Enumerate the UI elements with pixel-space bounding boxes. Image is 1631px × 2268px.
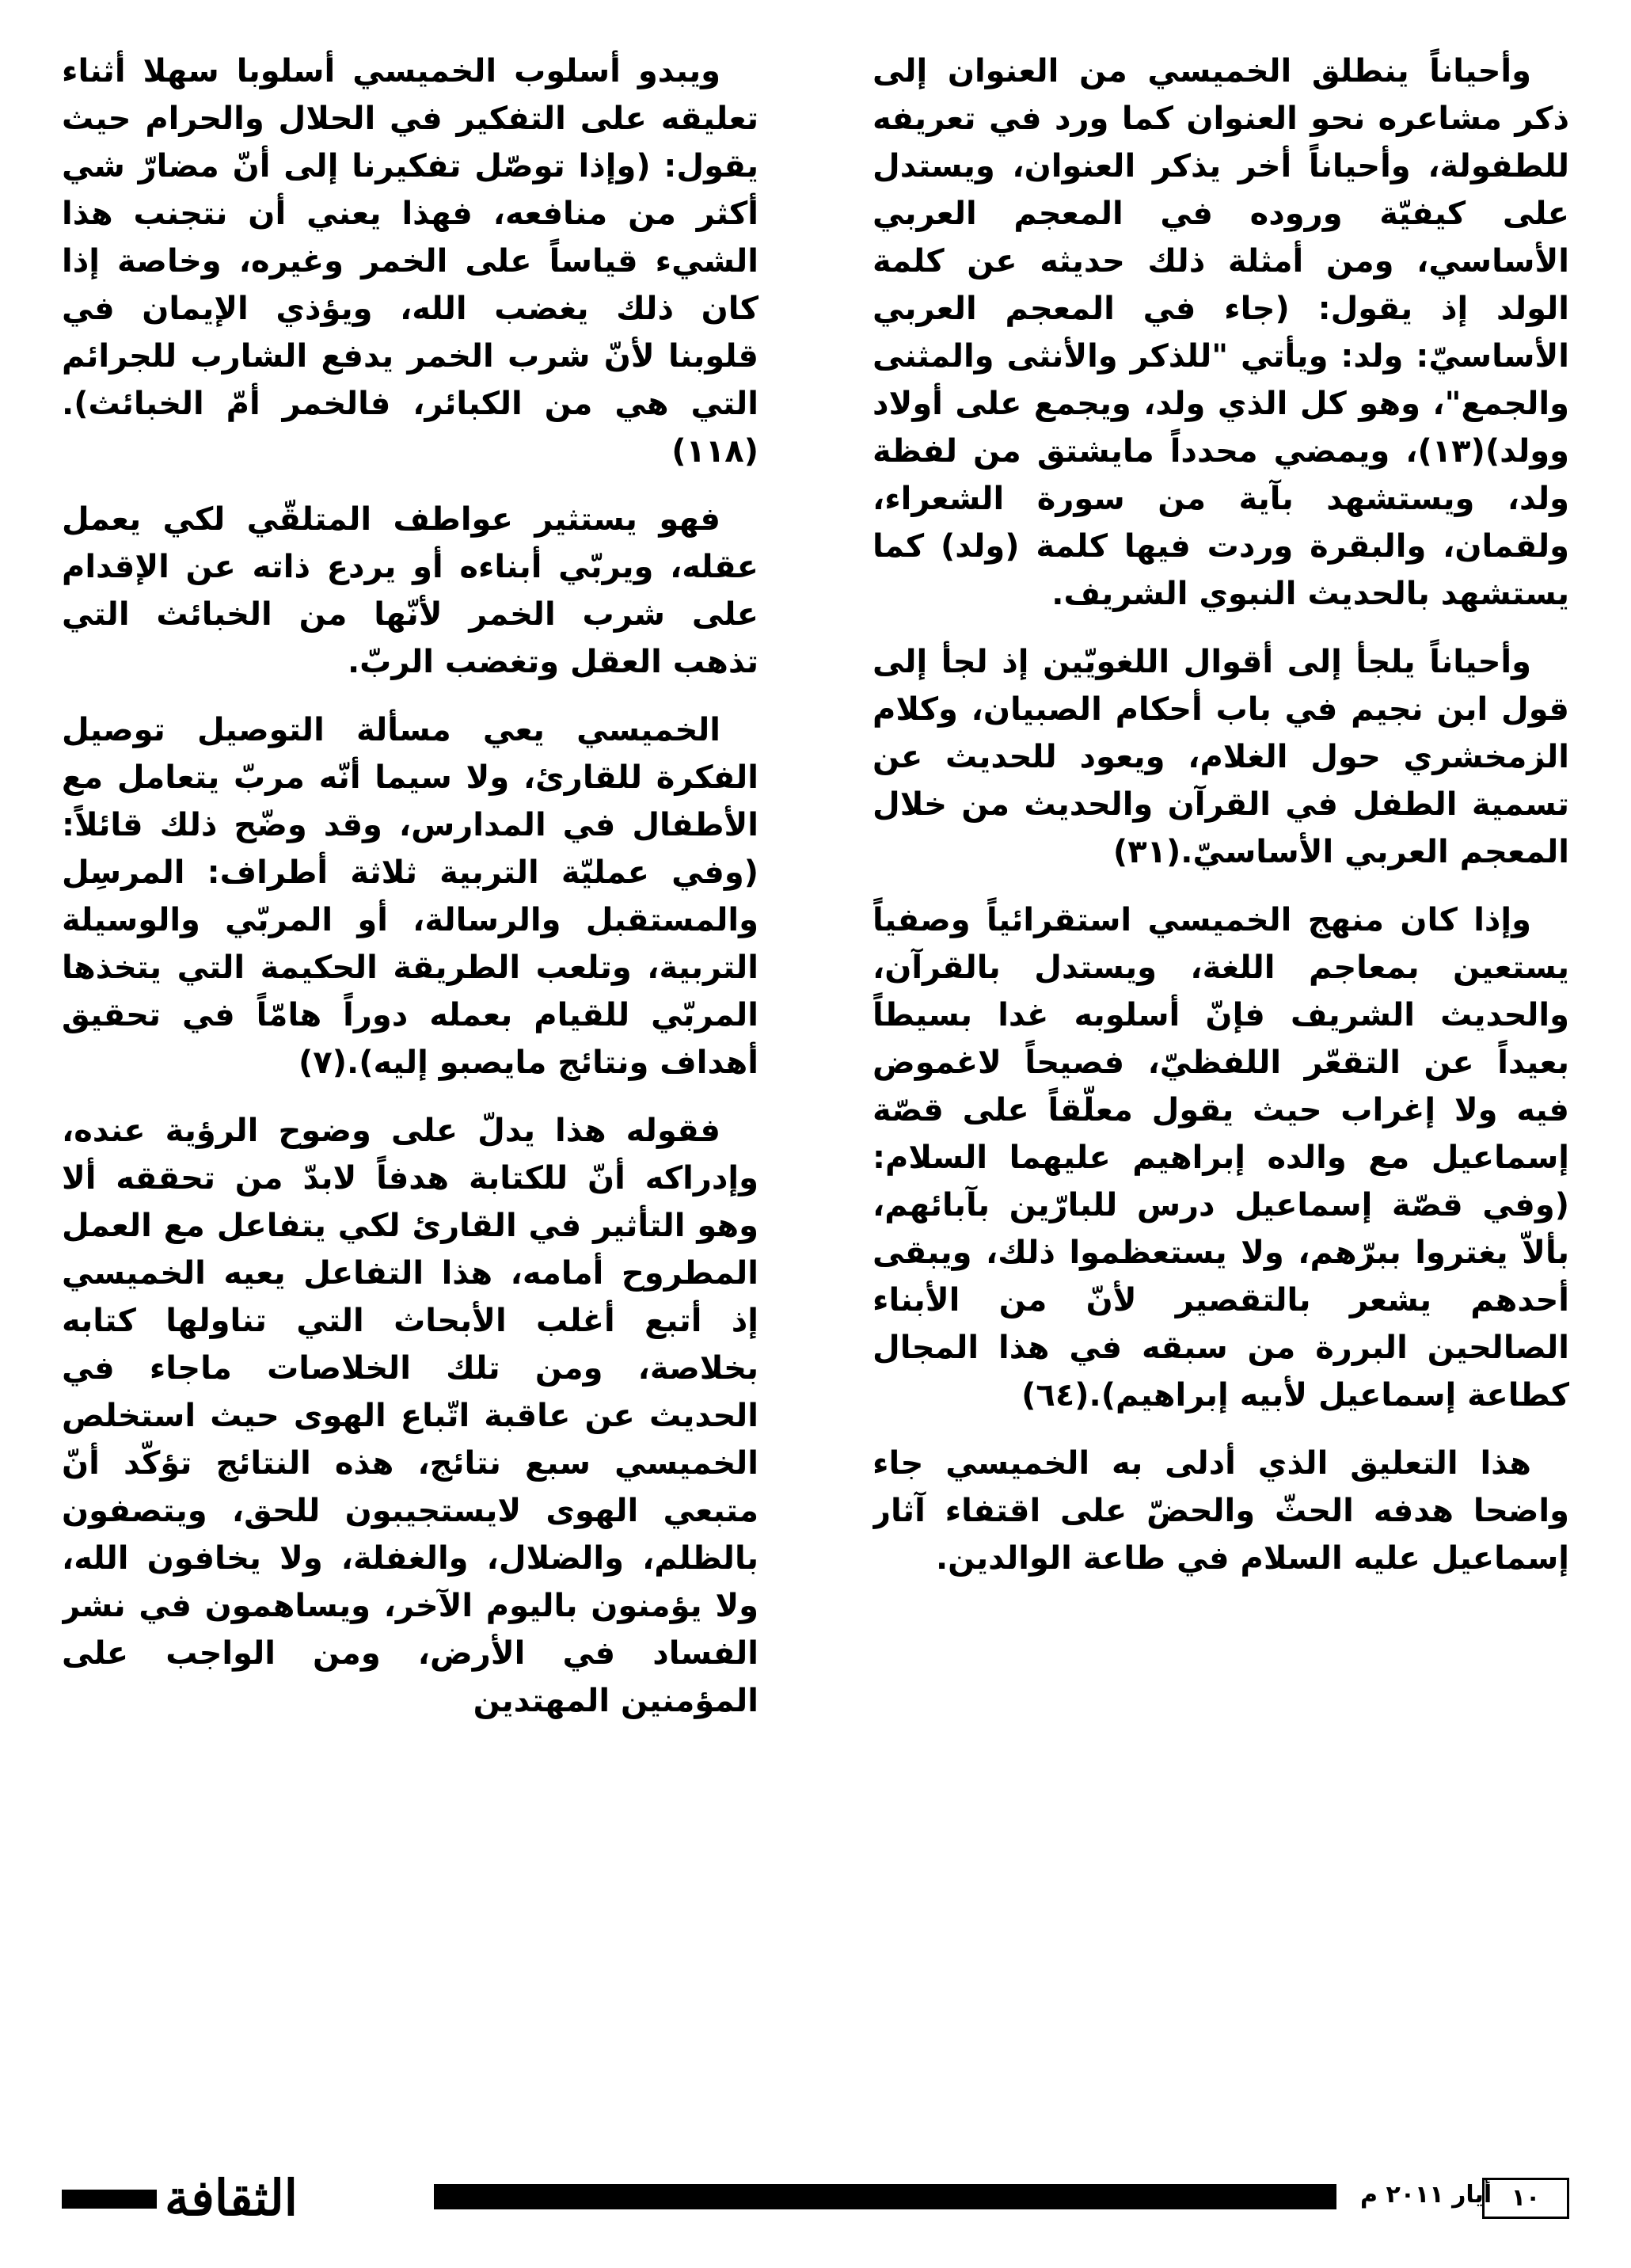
paragraph: فهو يستثير عواطف المتلقّي لكي يعمل عقله، ويربّي أبناءه أو يردع ذاته عن الإقدام على شرب الخمر لأنّها من الخبائث التي تذهب العقل وتغضب الربّ. — [62, 501, 758, 680]
footer-divider-bar — [434, 2184, 1336, 2209]
right-column — [873, 48, 1569, 2114]
page-number: ١٠ — [1482, 2178, 1569, 2219]
paragraph: وأحياناً يلجأ إلى أقوال اللغويّين إذ لجأ إلى قول ابن نجيم في باب أحكام الصبيان، وكلام الزمخشري حول الغلام، ويعود للحديث عن تسمية الطفل في القرآن والحديث من خلال المعجم العربي الأساسيّ.(٣١) — [873, 644, 1569, 870]
paragraph: هذا التعليق الذي أدلى به الخميسي جاء واضحا هدفه الحثّ والحضّ على اقتفاء آثار إسماعيل عليه السلام في طاعة الوالدين. — [873, 1445, 1569, 1577]
paragraph: الخميسي يعي مسألة التوصيل توصيل الفكرة للقارئ، ولا سيما أنّه مربّ يتعامل مع الأطفال في المدارس، وقد وضّح ذلك قائلاً: (وفي عمليّة التربية ثلاثة أطراف: المرسِل والمستقبل والرسالة، أو المربّي والوسيلة التربية، وتلعب الطريقة الحكيمة التي يتخذها المربّي للقيام بعمله دوراً هامّاً في تحقيق أهداف ونتائج مايصبو إليه).(٧) — [62, 712, 758, 1081]
footer-divider-bar — [62, 2190, 157, 2209]
left-column — [62, 48, 758, 2114]
paragraph: وأحياناً ينطلق الخميسي من العنوان إلى ذكر مشاعره نحو العنوان كما ورد في تعريفه للطفولة، وأحياناً أخر يذكر العنوان، ويستدل على كيفيّة وروده في المعجم العربي الأساسي، ومن أمثلة ذلك حديثه عن كلمة الولد إذ يقول: (جاء في المعجم العربي الأساسيّ: ولد: ويأتي "للذكر والأنثى والمثنى والجمع"، وهو كل الذي ولد، ويجمع على أولاد وولد)(١٣)، ويمضي محدداً مايشتق من لفظة ولد، ويستشهد بآية من سورة الشعراء، ولقمان، والبقرة وردت فيها كلمة (ولد) كما يستشهد بالحديث النبوي الشريف. — [873, 53, 1569, 612]
paragraph: وإذا كان منهج الخميسي استقرائياً وصفياً يستعين بمعاجم اللغة، ويستدل بالقرآن، والحديث الشريف فإنّ أسلوبه غدا بسيطاً بعيداً عن التقعّر اللفظيّ، فصيحاً لاغموض فيه ولا إغراب حيث يقول معلّقاً على قصّة إسماعيل مع والده إبراهيم عليهما السلام: (وفي قصّة إسماعيل درس للبارّين بآبائهم، بألاّ يغتروا ببرّهم، ولا يستعظموا ذلك، ويبقى أحدهم يشعر بالتقصير لأنّ من الأبناء الصالحين البررة من سبقه في هذا المجال كطاعة إسماعيل لأبيه إبراهيم).(٦٤) — [873, 902, 1569, 1414]
magazine-title: الثقافة — [165, 2169, 298, 2227]
paragraph: ويبدو أسلوب الخميسي أسلوبا سهلا أثناء تعليقه على التفكير في الحلال والحرام حيث يقول: (وإذا توصّل تفكيرنا إلى أنّ مضارّ شي أكثر من منافعه، فهذا يعني أن نتجنب هذا الشيء قياساً على الخمر وغيره، وخاصة إذا كان ذلك يغضب الله، ويؤذي الإيمان في قلوبنا لأنّ شرب الخمر يدفع الشارب للجرائم التي هي من الكبائر، فالخمر أمّ الخبائث).(١١٨) — [62, 53, 758, 470]
paragraph: فقوله هذا يدلّ على وضوح الرؤية عنده، وإدراكه أنّ للكتابة هدفاً لابدّ من تحققه ألا وهو التأثير في القارئ لكي يتفاعل مع العمل المطروح أمامه، هذا التفاعل يعيه الخميسي إذ أتبع أغلب الأبحاث التي تناولها كتابه بخلاصة، ومن تلك الخلاصات ماجاء في الحديث عن عاقبة اتّباع الهوى حيث استخلص الخميسي سبع نتائج، هذه النتائج تؤكّد أنّ متبعي الهوى لايستجيبون للحق، ويتصفون بالظلم، والضلال، والغفلة، ولا يخافون الله، ولا يؤمنون باليوم الآخر، ويساهمون في نشر الفساد في الأرض، ومن الواجب على المؤمنين المهتدين — [62, 1113, 758, 1719]
issue-date: أيار ٢٠١١ م — [1360, 2181, 1492, 2209]
page-footer — [62, 2171, 1569, 2227]
